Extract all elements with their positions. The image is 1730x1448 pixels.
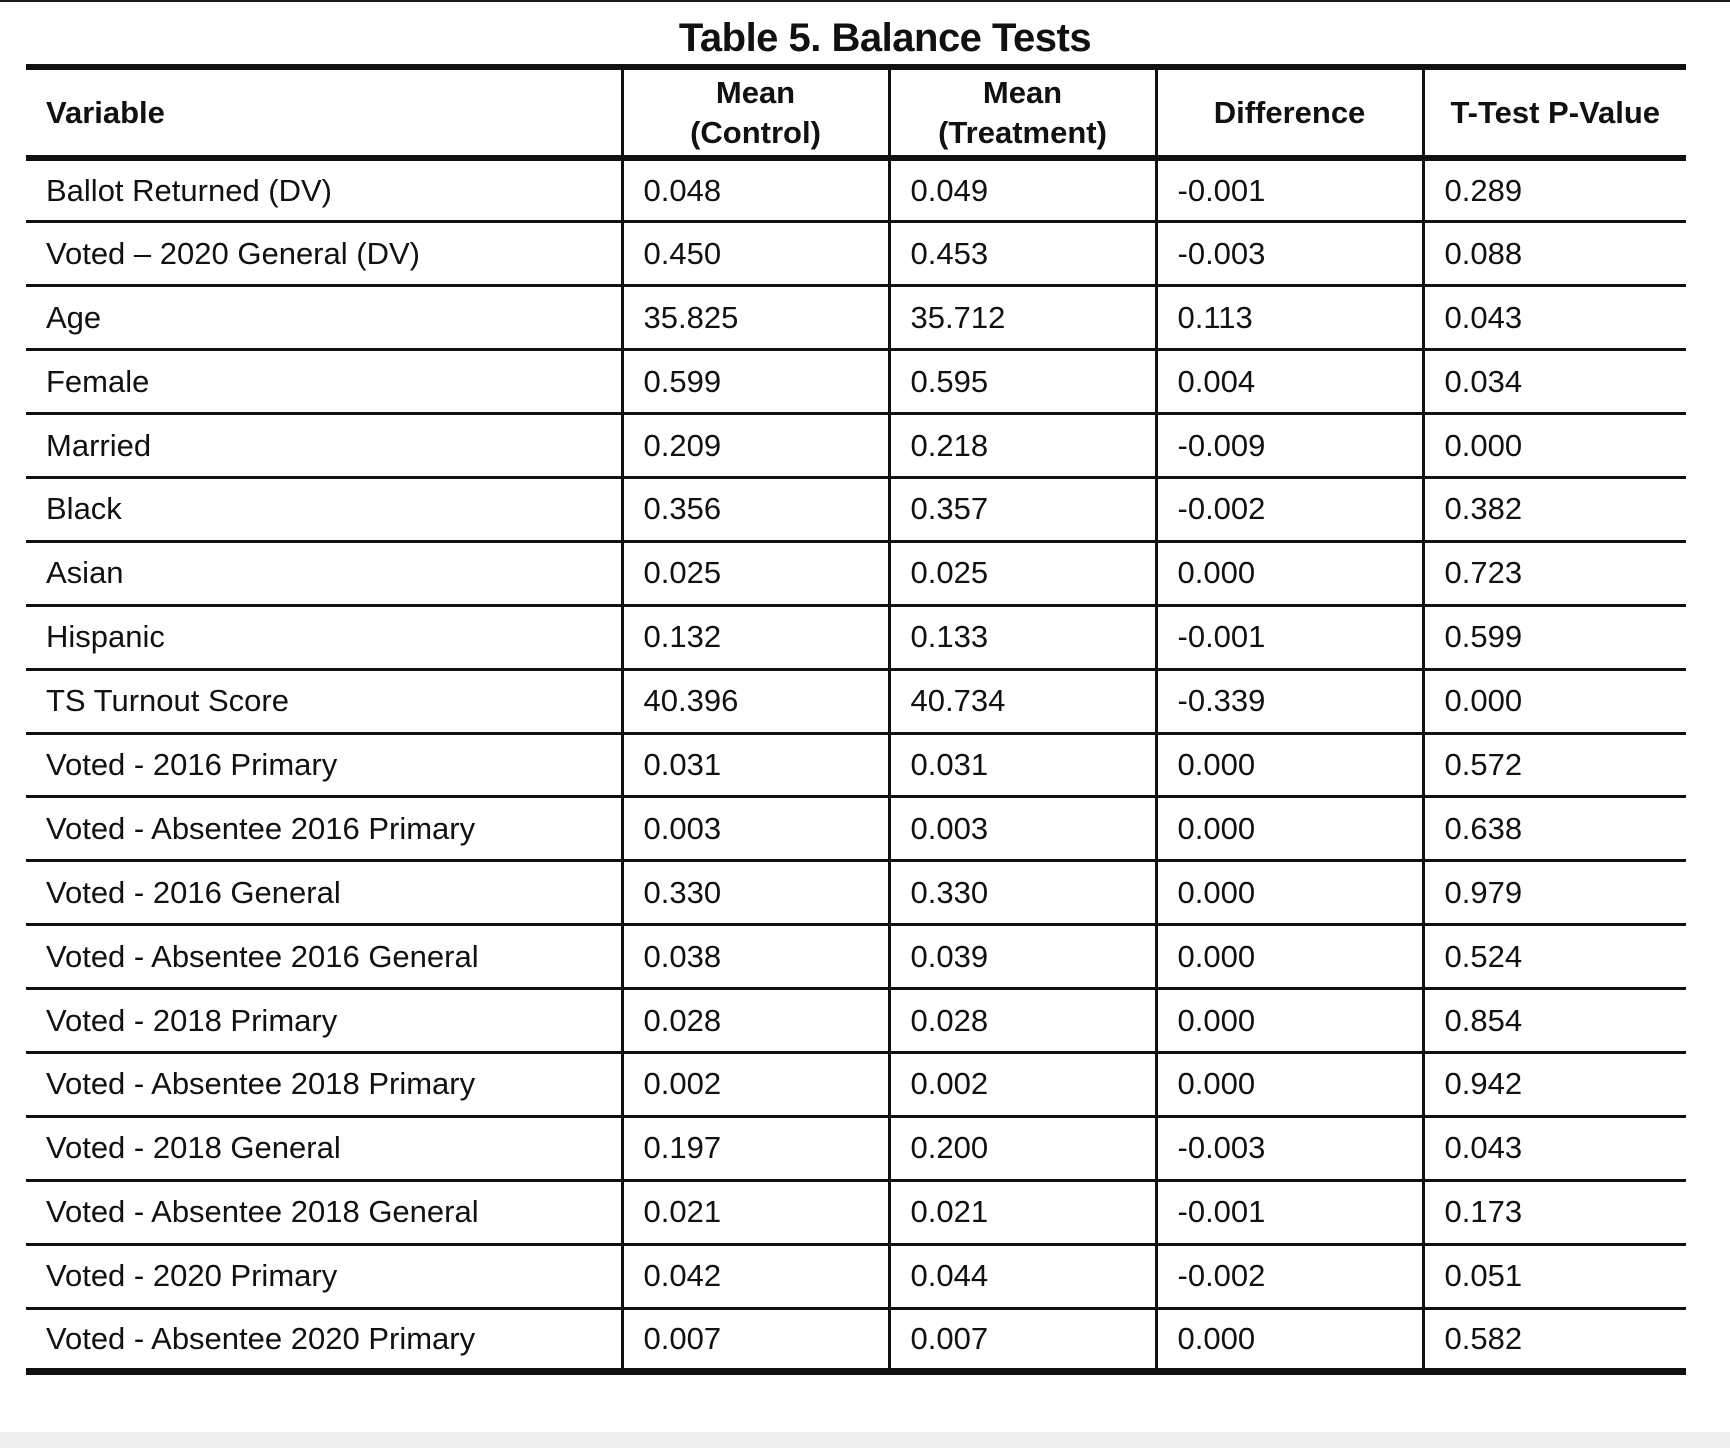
cell-difference: -0.001 [1156,605,1423,669]
cell-variable: Ballot Returned (DV) [46,172,333,208]
cell-difference: 0.113 [1156,286,1423,350]
cell-variable: Voted - 2016 Primary [46,746,338,782]
table-row [26,861,1686,925]
cell-difference: -0.002 [1156,477,1423,541]
cell-p-value: 0.599 [1423,605,1686,669]
header-p-value: T-Test P-Value [1423,67,1686,158]
cell-p-value: 0.524 [1423,925,1686,989]
cell-mean-treatment: 0.453 [889,222,1156,286]
table-row [26,797,1686,861]
cell-difference: 0.000 [1156,1052,1423,1116]
cell-mean-control: 0.197 [622,1116,889,1180]
cell-mean-control: 0.038 [622,925,889,989]
cell-difference: 0.000 [1156,541,1423,605]
table-row [26,541,1686,605]
cell-p-value: 0.854 [1423,989,1686,1053]
cell-difference: 0.000 [1156,1308,1423,1372]
cell-mean-control: 0.042 [622,1244,889,1308]
header-mean-control-line2: (Control) [690,114,821,150]
cell-mean-treatment: 0.039 [889,925,1156,989]
cell-mean-control: 0.031 [622,733,889,797]
cell-p-value: 0.000 [1423,414,1686,478]
cell-p-value: 0.051 [1423,1244,1686,1308]
cell-difference: -0.002 [1156,1244,1423,1308]
cell-difference: -0.001 [1156,158,1423,222]
cell-difference: -0.003 [1156,1116,1423,1180]
cell-mean-control: 0.025 [622,541,889,605]
cell-p-value: 0.043 [1423,1116,1686,1180]
header-mean-control [622,67,889,158]
cell-p-value: 0.034 [1423,350,1686,414]
cell-mean-treatment: 0.002 [889,1052,1156,1116]
cell-difference: -0.003 [1156,222,1423,286]
cell-variable: Voted - Absentee 2020 Primary [46,1320,476,1356]
table-row [26,1308,1686,1372]
cell-mean-treatment: 0.007 [889,1308,1156,1372]
cell-variable: Age [46,299,102,335]
table-row [26,1116,1686,1180]
cell-mean-treatment: 0.218 [889,414,1156,478]
cell-variable: Voted - Absentee 2016 General [46,938,479,974]
cell-mean-control: 0.209 [622,414,889,478]
cell-variable: Black [46,491,122,527]
cell-mean-control: 0.002 [622,1052,889,1116]
cell-mean-treatment: 0.200 [889,1116,1156,1180]
header-mean-treatment [889,67,1156,158]
cell-mean-control: 0.450 [622,222,889,286]
cell-difference: 0.000 [1156,989,1423,1053]
balance-tests-table [26,64,1686,1375]
cell-variable: TS Turnout Score [46,683,289,719]
header-mean-control-line1: Mean [715,74,796,110]
cell-mean-control: 40.396 [622,669,889,733]
cell-mean-control: 0.007 [622,1308,889,1372]
cell-variable: Voted - 2018 Primary [46,1002,338,1038]
header-difference: Difference [1156,67,1423,158]
table-row [26,286,1686,350]
cell-variable: Voted - Absentee 2016 Primary [46,810,476,846]
cell-mean-control: 0.356 [622,477,889,541]
cell-mean-treatment: 0.028 [889,989,1156,1053]
table-row [26,350,1686,414]
cell-p-value: 0.979 [1423,861,1686,925]
table-row [26,414,1686,478]
cell-variable: Voted - Absentee 2018 General [46,1194,479,1230]
cell-variable: Voted - 2016 General [46,874,341,910]
cell-mean-treatment: 0.044 [889,1244,1156,1308]
cell-difference: 0.004 [1156,350,1423,414]
cell-mean-control: 0.132 [622,605,889,669]
table-row [26,158,1686,222]
cell-p-value: 0.043 [1423,286,1686,350]
cell-p-value: 0.638 [1423,797,1686,861]
cell-difference: -0.001 [1156,1180,1423,1244]
table-row [26,605,1686,669]
cell-difference: -0.009 [1156,414,1423,478]
cell-variable: Voted - 2018 General [46,1130,341,1166]
cell-difference: 0.000 [1156,925,1423,989]
cell-mean-treatment: 40.734 [889,669,1156,733]
cell-p-value: 0.942 [1423,1052,1686,1116]
cell-variable: Voted – 2020 General (DV) [46,235,420,271]
cell-mean-control: 0.330 [622,861,889,925]
cell-mean-treatment: 0.357 [889,477,1156,541]
cell-mean-treatment: 0.330 [889,861,1156,925]
table-row [26,1052,1686,1116]
header-mean-treatment-line2: (Treatment) [938,114,1107,150]
cell-p-value: 0.173 [1423,1180,1686,1244]
cell-p-value: 0.289 [1423,158,1686,222]
cell-difference: 0.000 [1156,733,1423,797]
cell-mean-treatment: 35.712 [889,286,1156,350]
cell-p-value: 0.382 [1423,477,1686,541]
table-title: Table 5. Balance Tests [678,16,1092,60]
cell-mean-treatment: 0.003 [889,797,1156,861]
cell-mean-control: 0.028 [622,989,889,1053]
cell-p-value: 0.088 [1423,222,1686,286]
cell-variable: Voted - Absentee 2018 Primary [46,1066,476,1102]
cell-difference: -0.339 [1156,669,1423,733]
table-row [26,733,1686,797]
table-row [26,925,1686,989]
cell-p-value: 0.723 [1423,541,1686,605]
cell-difference: 0.000 [1156,797,1423,861]
cell-mean-treatment: 0.133 [889,605,1156,669]
cell-variable: Voted - 2020 Primary [46,1258,338,1294]
cell-variable: Hispanic [46,619,165,655]
table-row [26,669,1686,733]
header-row [26,67,1686,158]
cell-p-value: 0.582 [1423,1308,1686,1372]
bottom-shade [0,1432,1730,1448]
cell-difference: 0.000 [1156,861,1423,925]
header-mean-treatment-line1: Mean [982,74,1063,110]
header-variable: Variable [46,94,165,130]
table-row [26,1180,1686,1244]
cell-mean-treatment: 0.031 [889,733,1156,797]
cell-mean-treatment: 0.049 [889,158,1156,222]
table-row [26,222,1686,286]
cell-mean-control: 0.021 [622,1180,889,1244]
table-body [26,158,1686,1372]
cell-mean-treatment: 0.595 [889,350,1156,414]
cell-variable: Asian [46,555,124,591]
table-row [26,1244,1686,1308]
cell-mean-control: 0.003 [622,797,889,861]
cell-variable: Married [46,427,152,463]
top-border [0,0,1730,2]
cell-mean-treatment: 0.021 [889,1180,1156,1244]
cell-mean-control: 0.599 [622,350,889,414]
cell-mean-control: 35.825 [622,286,889,350]
table-row [26,477,1686,541]
cell-p-value: 0.572 [1423,733,1686,797]
cell-mean-control: 0.048 [622,158,889,222]
table-row [26,989,1686,1053]
cell-mean-treatment: 0.025 [889,541,1156,605]
balance-table-container [26,64,1686,1375]
cell-p-value: 0.000 [1423,669,1686,733]
cell-variable: Female [46,363,150,399]
